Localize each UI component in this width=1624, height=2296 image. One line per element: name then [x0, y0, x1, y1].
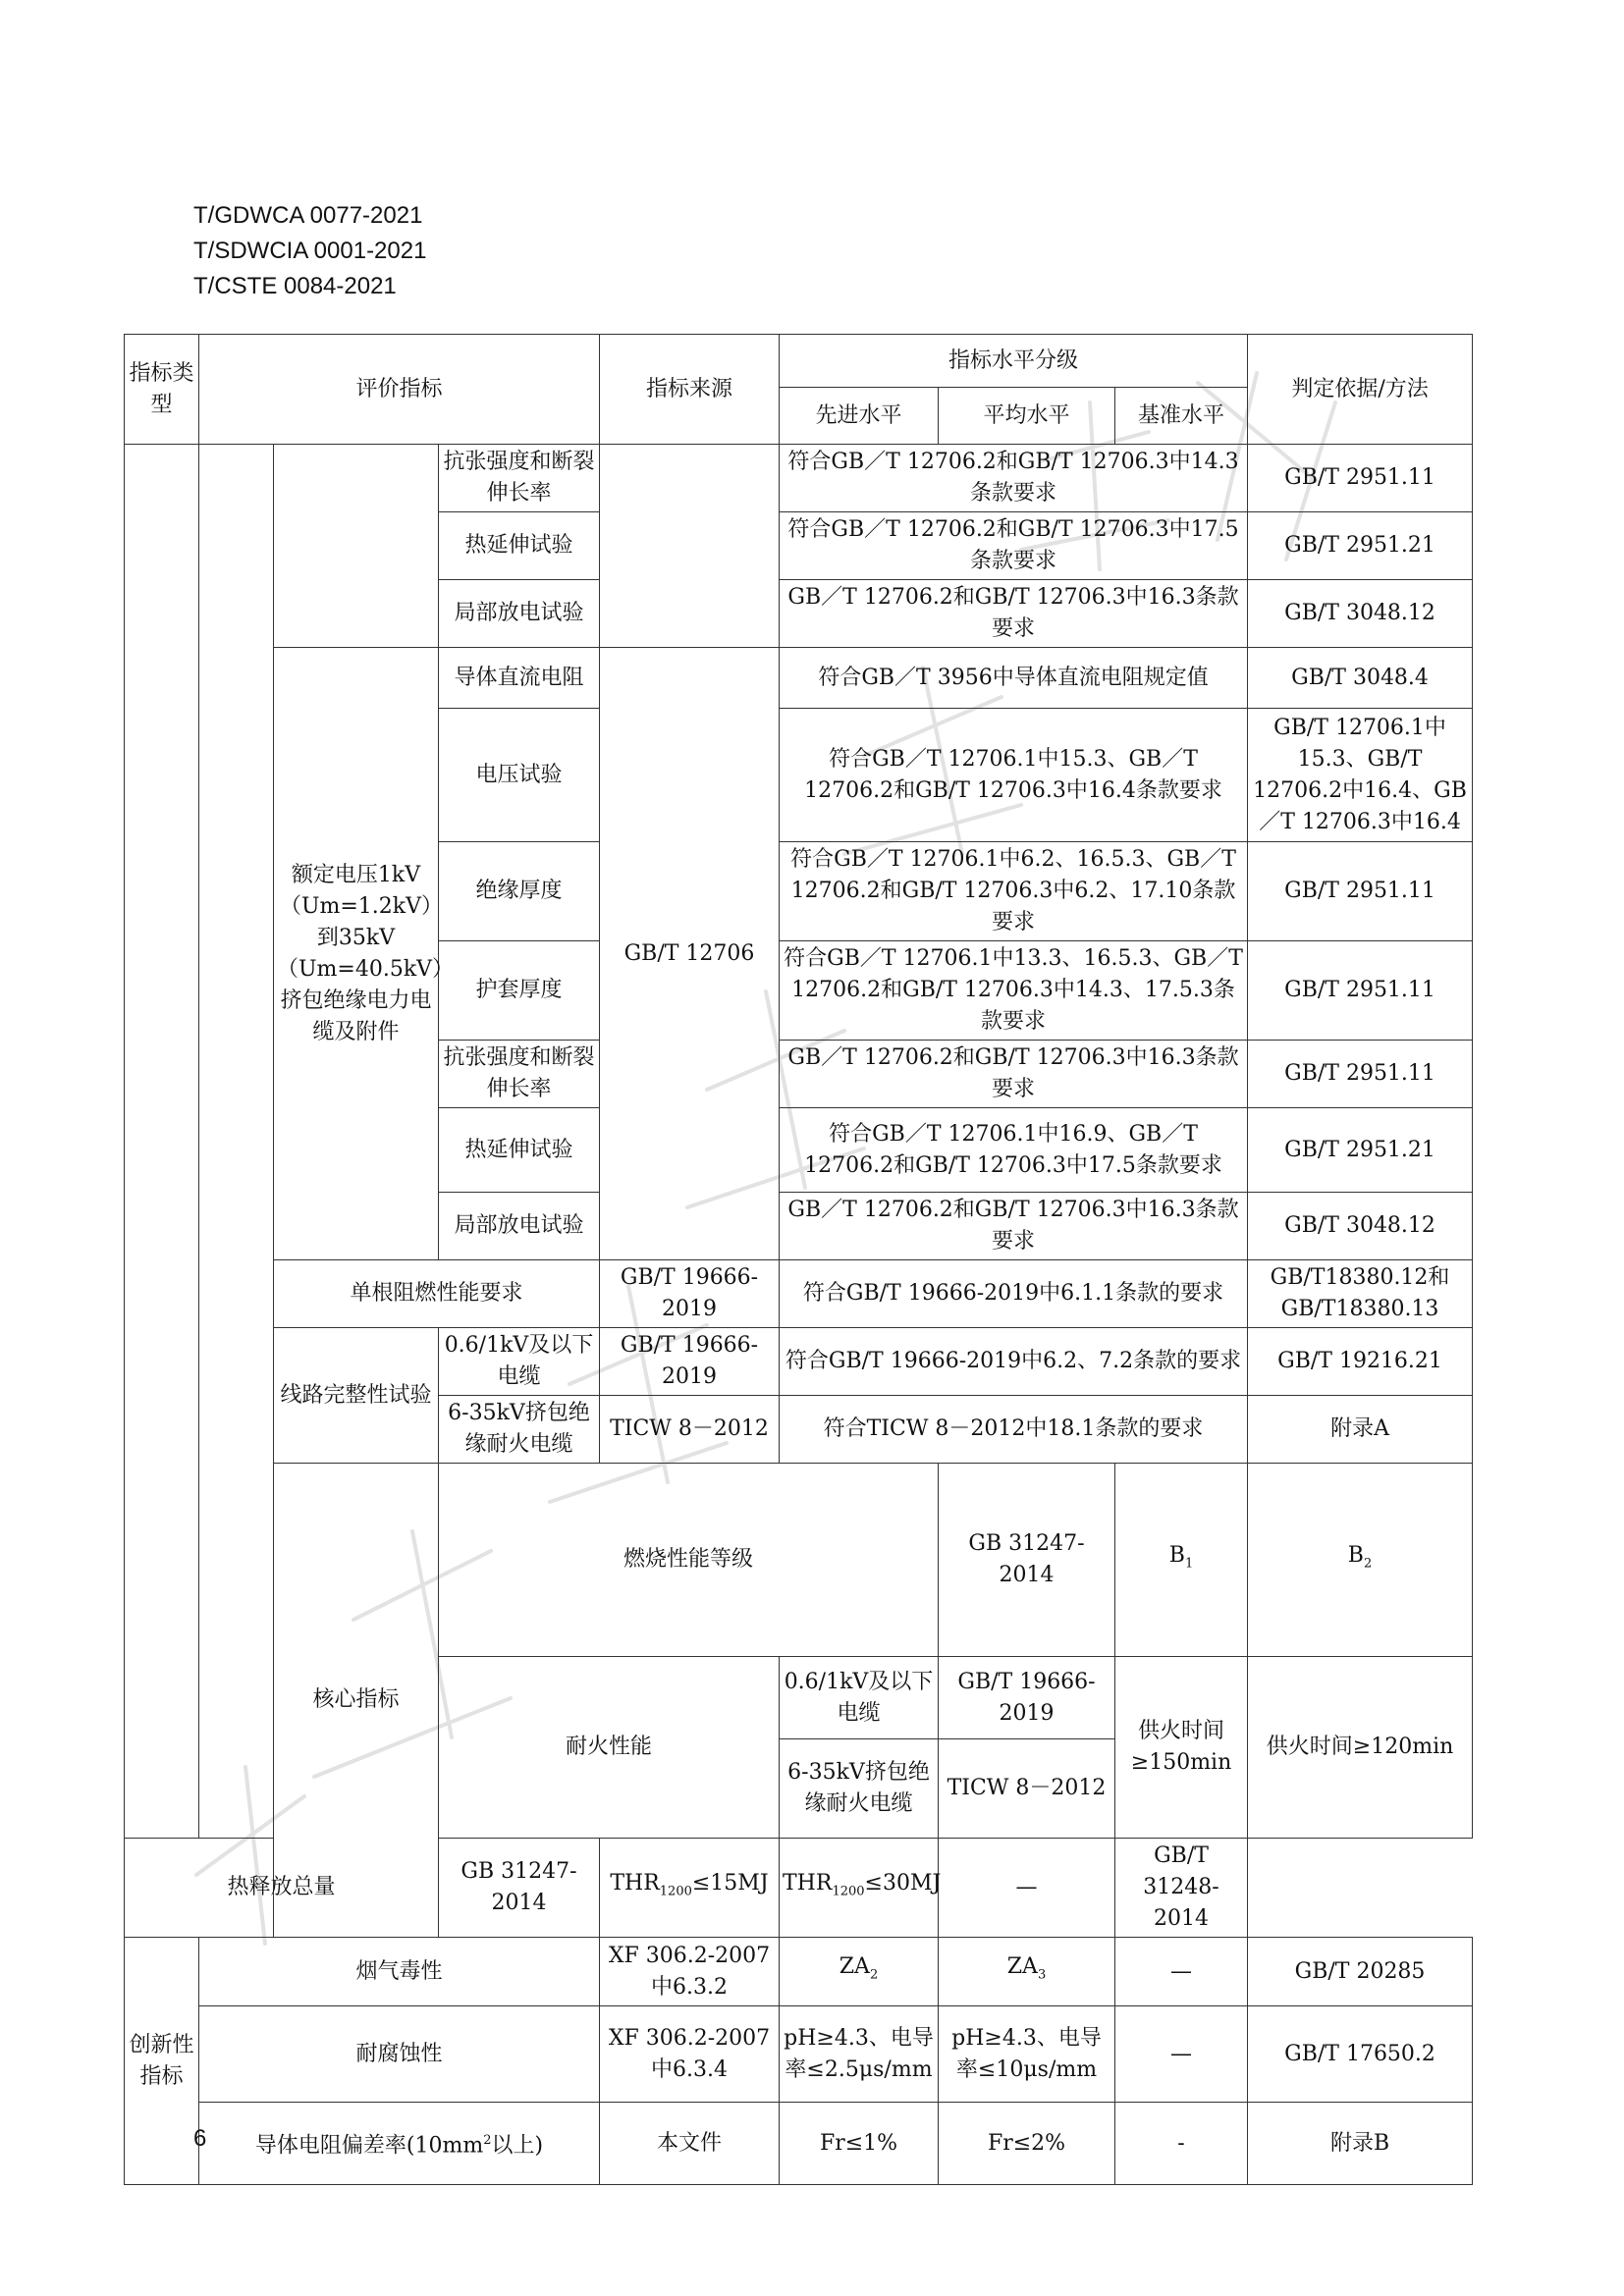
requirement: 符合GB／T 12706.1中15.3、GB／T 12706.2和GB/T 12706.3中16.4条款要求	[780, 709, 1248, 842]
indicator-name: 局部放电试验	[439, 1193, 600, 1260]
indicator-name: 热释放总量	[125, 1839, 439, 1938]
basis: GB/T 20285	[1248, 1938, 1473, 2006]
header-type: 指标类型	[125, 335, 199, 445]
header-average: 平均水平	[939, 388, 1115, 445]
indicator-name: 电压试验	[439, 709, 600, 842]
source: GB/T 19666-2019	[600, 1328, 780, 1396]
basis: GB/T18380.12和GB/T18380.13	[1248, 1260, 1473, 1328]
level-average: Fr≤2%	[939, 2103, 1115, 2185]
basis: GB/T 2951.11	[1248, 941, 1473, 1041]
source: 本文件	[600, 2103, 780, 2185]
basis: GB/T 2951.11	[1248, 445, 1473, 512]
requirement: GB／T 12706.2和GB/T 12706.3中16.3条款要求	[780, 1041, 1248, 1108]
indicator-name: 绝缘厚度	[439, 842, 600, 941]
type-cell-blank	[125, 445, 199, 1839]
header-basis: 判定依据/方法	[1248, 335, 1473, 445]
indicator-name: 单根阻燃性能要求	[274, 1260, 600, 1328]
requirement: 符合GB／T 12706.1中6.2、16.5.3、GB／T 12706.2和GB/T 12706.3中6.2、17.10条款要求	[780, 842, 1248, 941]
indicator-name: 耐腐蚀性	[199, 2006, 600, 2103]
level-advanced: Fr≤1%	[780, 2103, 939, 2185]
source: GB/T 19666-2019	[939, 1657, 1115, 1739]
basis: 附录B	[1248, 2103, 1473, 2185]
source: XF 306.2-2007中6.3.4	[600, 2006, 780, 2103]
indicator-name: 6-35kV挤包绝缘耐火电缆	[780, 1739, 939, 1839]
indicator-name: 护套厚度	[439, 941, 600, 1041]
requirement: 符合GB/T 19666-2019中6.2、7.2条款的要求	[780, 1328, 1248, 1396]
requirement: 符合GB／T 12706.2和GB/T 12706.3中14.3条款要求	[780, 445, 1248, 512]
indicator-name: 导体电阻偏差率($10mm^2$以上)	[199, 2103, 600, 2185]
level-baseline: —	[1115, 2006, 1248, 2103]
basis: GB/T 2951.21	[1248, 1108, 1473, 1193]
indicator-name: 0.6/1kV及以下电缆	[780, 1657, 939, 1739]
level-advanced: $ZA_2$	[780, 1938, 939, 2006]
level-average: $B_2$	[1248, 1464, 1473, 1657]
source: GB 31247-2014	[439, 1839, 600, 1938]
type-core: 核心指标	[274, 1464, 439, 1938]
requirement: 符合GB／T 3956中导体直流电阻规定值	[780, 648, 1248, 709]
level-average: pH≥4.3、电导 率≤10μs/mm	[939, 2006, 1115, 2103]
basis: GB/T 17650.2	[1248, 2006, 1473, 2103]
header-baseline: 基准水平	[1115, 388, 1248, 445]
header-source: 指标来源	[600, 335, 780, 445]
level-baseline: -	[1115, 2103, 1248, 2185]
source: TICW 8－2012	[939, 1739, 1115, 1839]
indicator-name: 局部放电试验	[439, 580, 600, 648]
indicator-name: 热延伸试验	[439, 1108, 600, 1193]
requirement: 符合GB/T 19666-2019中6.1.1条款的要求	[780, 1260, 1248, 1328]
level-baseline: —	[1115, 1938, 1248, 2006]
basis: GB/T 3048.12	[1248, 580, 1473, 648]
level-baseline: —	[939, 1839, 1115, 1938]
source: TICW 8－2012	[600, 1396, 780, 1464]
subtype-cell-blank	[199, 445, 274, 1839]
level-advanced: 供火时间≥150min	[1115, 1657, 1248, 1839]
indicator-name: 0.6/1kV及以下电缆	[439, 1328, 600, 1396]
basis: GB/T 2951.21	[1248, 512, 1473, 580]
basis: GB/T 19216.21	[1248, 1328, 1473, 1396]
requirement: GB／T 12706.2和GB/T 12706.3中16.3条款要求	[780, 580, 1248, 648]
indicator-name: 烟气毒性	[199, 1938, 600, 2006]
header-advanced: 先进水平	[780, 388, 939, 445]
standard-code-3: T/CSTE 0084-2021	[193, 273, 397, 299]
indicator-name: 导体直流电阻	[439, 648, 600, 709]
level-advanced: pH≥4.3、电导率≤2.5μs/mm	[780, 2006, 939, 2103]
standard-code-1: T/GDWCA 0077-2021	[193, 202, 423, 229]
requirement: 符合GB／T 12706.1中13.3、16.5.3、GB／T 12706.2和GB/T 12706.3中14.3、17.5.3条款要求	[780, 941, 1248, 1041]
requirement: 符合GB／T 12706.2和GB/T 12706.3中17.5条款要求	[780, 512, 1248, 580]
indicator-name: 热延伸试验	[439, 512, 600, 580]
header-levels: 指标水平分级	[780, 335, 1248, 388]
indicator-name: 燃烧性能等级	[439, 1464, 939, 1657]
document-header	[193, 198, 426, 304]
basis: GB/T 12706.1中15.3、GB/T 12706.2中16.4、GB／T 12706.3中16.4	[1248, 709, 1473, 842]
indicator-name: 抗张强度和断裂伸长率	[439, 445, 600, 512]
header-indicator: 评价指标	[199, 335, 600, 445]
level-average: $ZA_3$	[939, 1938, 1115, 2006]
standard-code-2: T/SDWCIA 0001-2021	[193, 238, 427, 264]
requirement: GB／T 12706.2和GB/T 12706.3中16.3条款要求	[780, 1193, 1248, 1260]
level-average: $THR_{1200}\le 30MJ$	[780, 1839, 939, 1938]
source: GB/T 19666-2019	[600, 1260, 780, 1328]
page-number: 6	[193, 2125, 207, 2152]
basis: GB/T 2951.11	[1248, 842, 1473, 941]
basis: GB/T 2951.11	[1248, 1041, 1473, 1108]
group-circuit-integrity: 线路完整性试验	[274, 1328, 439, 1464]
basis: GB/T 3048.12	[1248, 1193, 1473, 1260]
basis: GB/T 31248-2014	[1115, 1839, 1248, 1938]
group-cable-standard: 额定电压1kV（Um=1.2kV）到35kV（Um=40.5kV）挤包绝缘电力电缆及附件	[274, 648, 439, 1260]
type-innovation: 创新性指标	[125, 1938, 199, 2185]
indicator-name: 6-35kV挤包绝缘耐火电缆	[439, 1396, 600, 1464]
requirement: 符合TICW 8－2012中18.1条款的要求	[780, 1396, 1248, 1464]
indicator-name: 抗张强度和断裂伸长率	[439, 1041, 600, 1108]
evaluation-index-table	[124, 334, 1473, 2185]
source: GB 31247-2014	[939, 1464, 1115, 1657]
basis: GB/T 3048.4	[1248, 648, 1473, 709]
basis: 附录A	[1248, 1396, 1473, 1464]
group1-cell	[274, 445, 439, 648]
source: XF 306.2-2007中6.3.2	[600, 1938, 780, 2006]
source-cell-blank	[600, 445, 780, 648]
indicator-fire-resistance: 耐火性能	[439, 1657, 780, 1839]
level-average: 供火时间≥120min	[1248, 1657, 1473, 1839]
source: GB/T 12706	[600, 648, 780, 1260]
level-advanced: $B_1$	[1115, 1464, 1248, 1657]
requirement: 符合GB／T 12706.1中16.9、GB／T 12706.2和GB/T 12706.3中17.5条款要求	[780, 1108, 1248, 1193]
level-advanced: $THR_{1200}\le 15MJ$	[600, 1839, 780, 1938]
